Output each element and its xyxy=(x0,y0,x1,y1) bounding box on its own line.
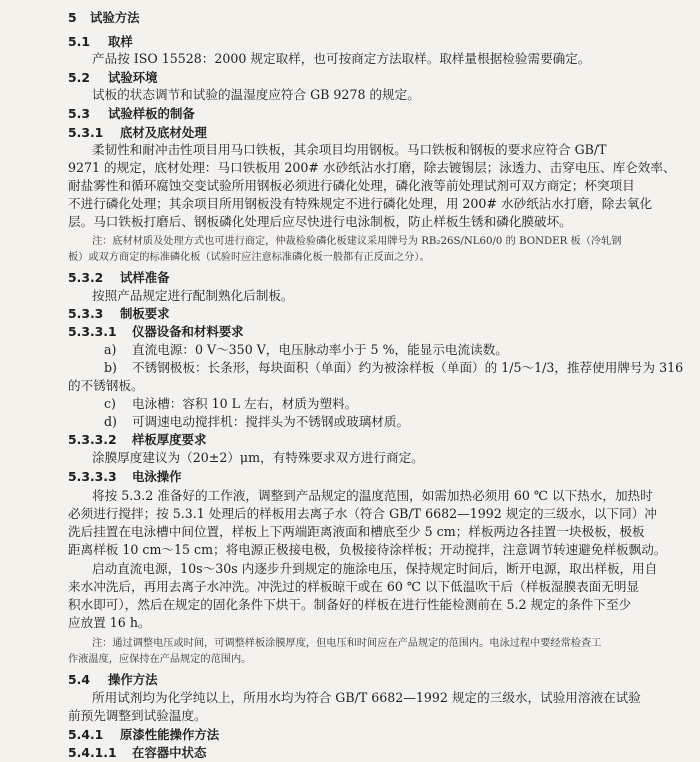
section-5-1-text: 产品按 ISO 15528：2000 规定取样，也可按商定方法取样。取样量根据检验需要确定。 xyxy=(92,51,591,66)
section-5-3-3-3-line-4: 距离样板 10 cm～15 cm；将电源正极接电极，负极接待涂样板；开动搅拌，注意调节转速避免样板飘动。 xyxy=(68,542,667,557)
section-5-3-1-line-5: 层。马口铁板打磨后、钢板磷化处理后应尽快进行电泳制板，防止样板生锈和磷化膜破坏。 xyxy=(68,214,572,229)
section-5-1-heading: 5.1 取样 xyxy=(68,34,133,49)
section-5-3-3-3-note-line-2: 作液温度，应保持在产品规定的范围内。 xyxy=(68,654,252,665)
section-5-4-line-2: 前预先调整到试验温度。 xyxy=(68,708,207,723)
section-5-3-3-3-heading: 5.3.3.3 电泳操作 xyxy=(68,469,182,484)
list-item-a: a) 直流电源：0 V～350 V，电压脉动率小于 5 %，能显示电流读数。 xyxy=(104,342,508,357)
section-5-3-3-3-line-1: 将按 5.3.2 准备好的工作液，调整到产品规定的温度范围，如需加热必须用 60 ℃ 以下热水，加热时 xyxy=(92,488,653,503)
section-5-3-2-text: 按照产品规定进行配制熟化后制板。 xyxy=(92,288,294,303)
section-5-3-3-3-line-8: 应放置 16 h。 xyxy=(68,615,151,630)
section-5-3-3-3-note-line-1: 注：通过调整电压或时间，可调整样板涂膜厚度，但电压和时间应在产品规定的范围内。电泳过程中要经常检查工 xyxy=(92,638,602,649)
section-5-3-3-3-line-3: 洗后挂置在电泳槽中间位置，样板上下两端距离液面和槽底至少 5 cm；样板两边各挂置一块极板，极板 xyxy=(68,524,645,539)
list-item-c: c) 电泳槽：容积 10 L 左右，材质为塑料。 xyxy=(104,396,358,411)
section-5-3-1-line-4: 不进行磷化处理；其余项目所用钢板没有特殊规定不进行磷化处理，用 200# 水砂纸沾水打磨，除去氧化 xyxy=(68,196,653,211)
section-5-heading: 5 试验方法 xyxy=(68,10,140,25)
section-5-3-3-3-line-5: 启动直流电源，10s～30s 内逐步升到规定的施涂电压，保持规定时间后，断开电源，取出样板，用自 xyxy=(92,561,658,576)
section-5-3-3-2-text: 涂膜厚度建议为（20±2）μm，有特殊要求双方进行商定。 xyxy=(92,450,424,465)
section-5-3-1-note-line-2: 板）或双方商定的标准磷化板（试验时应注意标准磷化板一般都有正反面之分）。 xyxy=(68,252,430,263)
list-item-b: b) 不锈钢极板：长条形，每块面积（单面）约为被涂样板（单面）的 1/5～1/3，推荐使用牌号为 316 xyxy=(104,360,684,375)
section-5-3-heading: 5.3 试验样板的制备 xyxy=(68,106,195,121)
section-5-3-3-2-heading: 5.3.3.2 样板厚度要求 xyxy=(68,432,207,447)
section-5-3-3-3-line-6: 来水冲洗后，再用去离子水冲洗。冲洗过的样板晾干或在 60 ℃ 以下低温吹干后（样板湿膜表面无明显 xyxy=(68,579,640,594)
section-5-3-3-3-line-2: 必须进行搅拌；按 5.3.1 处理后的样板用去离子水（符合 GB/T 6682—1992 规定的三级水，以下同）冲 xyxy=(68,506,657,521)
section-5-3-1-note-line-1: 注：底材材质及处理方式也可进行商定，仲裁检验磷化板建议采用牌号为 RB₂26S/NL60/0 的 BONDER 板（冷轧钢 xyxy=(92,236,622,247)
section-5-3-1-line-3: 耐盐雾性和循环腐蚀交变试验所用钢板必须进行磷化处理，磷化液等前处理试剂可双方商定；杯突项目 xyxy=(68,178,635,193)
section-5-3-2-heading: 5.3.2 试样准备 xyxy=(68,270,170,285)
section-5-2-heading: 5.2 试验环境 xyxy=(68,70,158,85)
list-item-b-continued: 的不锈钢板。 xyxy=(68,378,144,393)
section-5-4-1-heading: 5.4.1 原漆性能操作方法 xyxy=(68,727,220,742)
section-5-4-1-1-heading: 5.4.1.1 在容器中状态 xyxy=(68,745,207,760)
section-5-2-text: 试板的状态调节和试验的温湿度应符合 GB 9278 的规定。 xyxy=(92,87,420,102)
section-5-3-1-heading: 5.3.1 底材及底材处理 xyxy=(68,125,207,140)
section-5-3-3-1-heading: 5.3.3.1 仪器设备和材料要求 xyxy=(68,324,244,339)
section-5-3-1-line-2: 9271 的规定，底材处理：马口铁板用 200# 水砂纸沾水打磨，除去镀锡层；泳透力、击穿电压、库仑效率、 xyxy=(68,160,676,175)
list-item-d: d) 可调速电动搅拌机：搅拌头为不锈钢或玻璃材质。 xyxy=(104,414,410,429)
section-5-3-3-heading: 5.3.3 制板要求 xyxy=(68,306,170,321)
section-5-4-line-1: 所用试剂均为化学纯以上，所用水均为符合 GB/T 6682—1992 规定的三级水，试验用溶液在试验 xyxy=(92,690,641,705)
section-5-4-heading: 5.4 操作方法 xyxy=(68,672,158,687)
section-5-3-3-3-line-7: 积水即可），然后在规定的固化条件下烘干。制备好的样板在进行性能检测前在 5.2 规定的条件下至少 xyxy=(68,597,632,612)
section-5-3-1-line-1: 柔韧性和耐冲击性项目用马口铁板，其余项目均用钢板。马口铁板和钢板的要求应符合 GB/T xyxy=(92,142,607,157)
